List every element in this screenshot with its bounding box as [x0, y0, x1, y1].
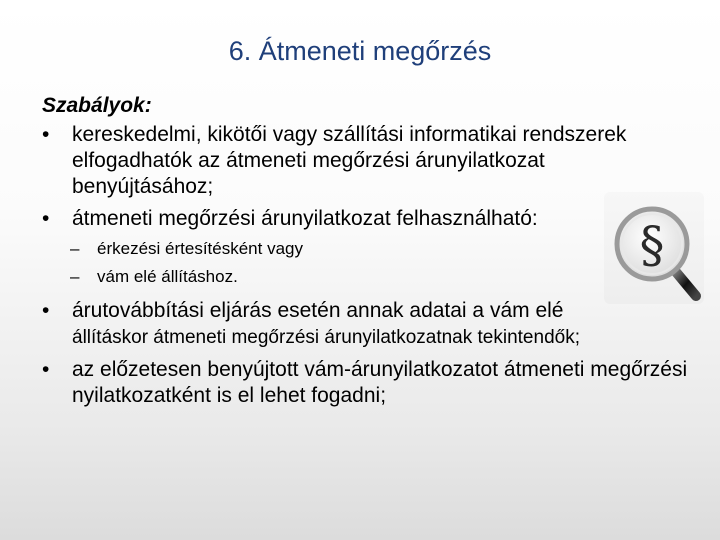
- sub-bullet-item: – érkezési értesítésként vagy: [42, 238, 692, 260]
- sub-bullet-item: – vám elé állításhoz.: [42, 266, 692, 288]
- bullet-line: árutovábbítási eljárás esetén annak adatai a vám elé: [72, 299, 564, 322]
- rules-heading: Szabályok:: [42, 94, 152, 117]
- page-title: 6. Átmeneti megőrzés: [228, 36, 492, 66]
- content-body: [42, 94, 692, 415]
- bullet-item: • átmeneti megőrzési árunyilatkozat felhasználható:: [42, 206, 632, 232]
- bullet-item: • az előzetesen benyújtott vám-árunyilatkozatot átmeneti megőrzési nyilatkozatként is el lehet fogadni;: [42, 357, 712, 409]
- paragraph-glyph: §: [639, 216, 665, 274]
- bullet-line: állításkor átmeneti megőrzési árunyilatkozatnak tekintendők;: [72, 327, 580, 348]
- bullet-item: [42, 298, 712, 351]
- bullet-item: • kereskedelmi, kikötői vagy szállítási informatikai rendszerek elfogadhatók az átmeneti megőrzési árunyilatkozat benyújtásához;: [42, 122, 632, 200]
- paragraph-magnifier-icon: [604, 192, 704, 304]
